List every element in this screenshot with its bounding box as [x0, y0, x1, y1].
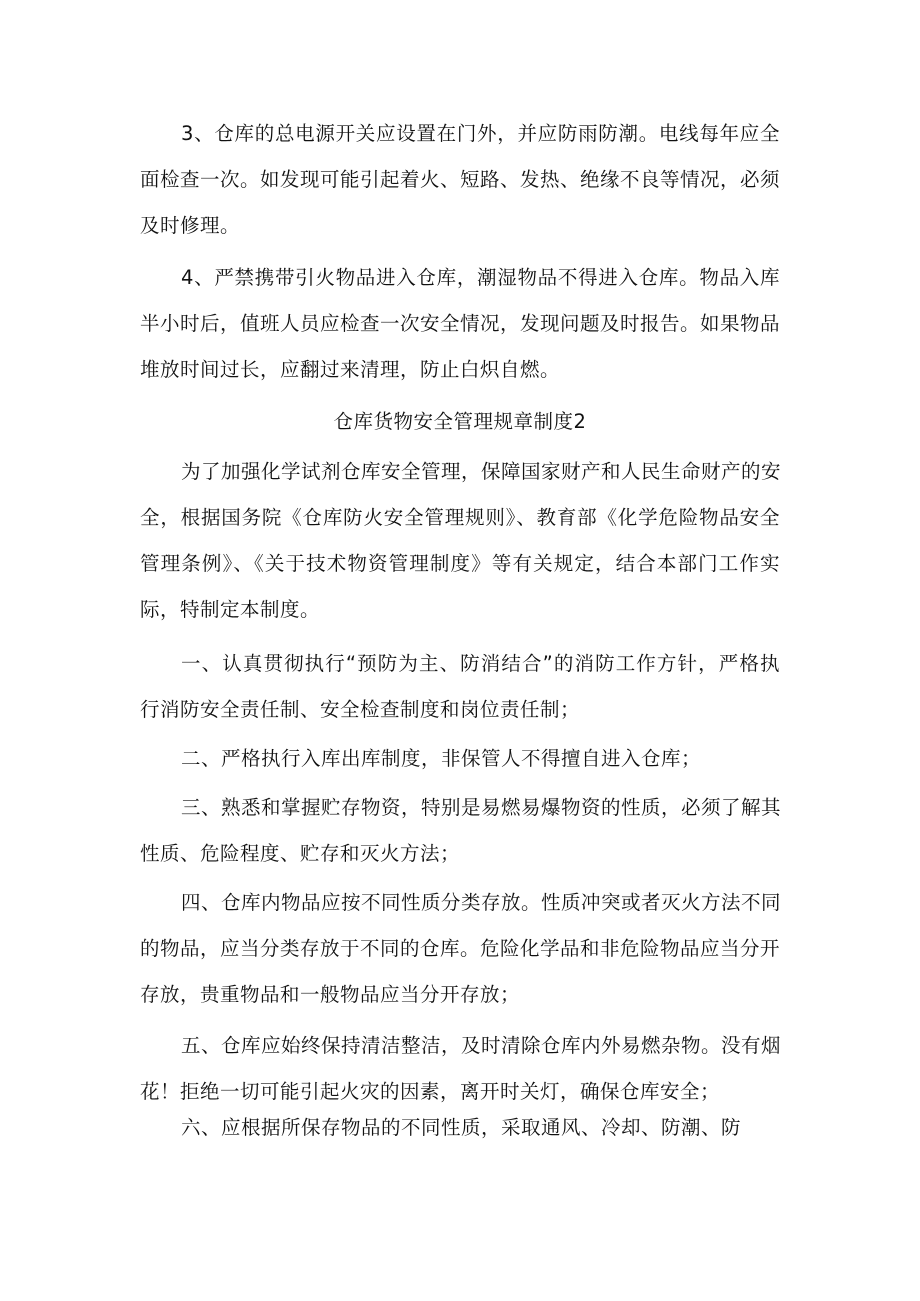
- paragraph-3-line-2: 面检查一次。如发现可能引起着火、短路、发热、绝缘不良等情况，必须: [140, 168, 781, 191]
- item-5-line-1: 五、仓库应始终保持清洁整洁，及时清除仓库内外易燃杂物。没有烟: [181, 1034, 782, 1057]
- intro-line-3: 管理条例》、《关于技术物资管理制度》等有关规定，结合本部门工作实: [140, 552, 780, 575]
- item-3-line-1: 三、熟悉和掌握贮存物资，特别是易燃易爆物资的性质，必须了解其: [181, 796, 782, 819]
- item-5-line-2: 花！拒绝一切可能引起火灾的因素，离开时关灯，确保仓库安全；: [140, 1080, 721, 1103]
- paragraph-3-line-1: 3、仓库的总电源开关应设置在门外，并应防雨防潮。电线每年应全: [181, 122, 780, 145]
- item-4-line-2: 的物品，应当分类存放于不同的仓库。危险化学品和非危险物品应当分开: [140, 937, 781, 960]
- section-title: 仓库货物安全管理规章制度2: [333, 410, 587, 433]
- item-4-line-1: 四、仓库内物品应按不同性质分类存放。性质冲突或者灭火方法不同: [181, 891, 782, 914]
- paragraph-4-line-1: 4、严禁携带引火物品进入仓库，潮湿物品不得进入仓库。物品入库: [181, 266, 780, 289]
- item-4-line-3: 存放，贵重物品和一般物品应当分开存放；: [140, 983, 521, 1006]
- intro-line-4: 际，特制定本制度。: [140, 598, 321, 621]
- item-1-line-1: 一、认真贯彻执行“预防为主、防消结合”的消防工作方针，严格执: [181, 652, 780, 675]
- paragraph-4-line-3: 堆放时间过长，应翻过来清理，防止白炽自燃。: [140, 358, 561, 381]
- item-2-line-1: 二、严格执行入库出库制度，非保管人不得擅自进入仓库；: [181, 747, 702, 770]
- intro-line-1: 为了加强化学试剂仓库安全管理，保障国家财产和人民生命财产的安: [181, 460, 782, 483]
- paragraph-3-line-3: 及时修理。: [140, 214, 241, 237]
- item-1-line-2: 行消防安全责任制、安全检查制度和岗位责任制；: [140, 698, 581, 721]
- item-6-line-1: 六、应根据所保存物品的不同性质，采取通风、冷却、防潮、防: [181, 1116, 742, 1139]
- item-3-line-2: 性质、危险程度、贮存和灭火方法；: [140, 842, 461, 865]
- paragraph-4-line-2: 半小时后，值班人员应检查一次安全情况，发现问题及时报告。如果物品: [140, 312, 781, 335]
- intro-line-2: 全，根据国务院《仓库防火安全管理规则》、教育部《化学危险物品安全: [140, 506, 780, 529]
